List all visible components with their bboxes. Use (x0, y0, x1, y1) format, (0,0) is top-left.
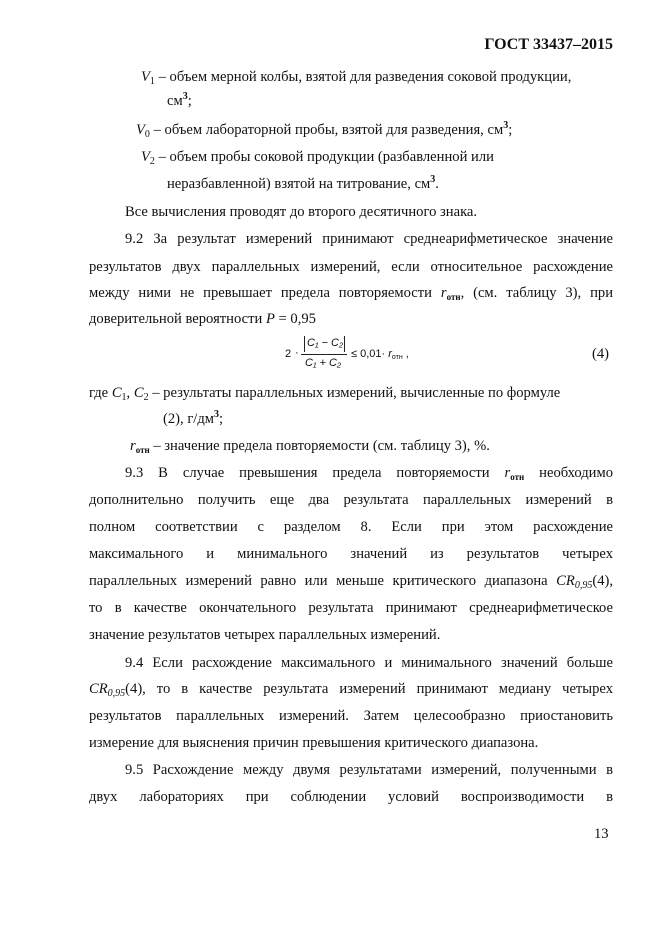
numerator: C₁ − C₂ (307, 337, 344, 349)
text: где (89, 385, 112, 401)
punct: ; (219, 411, 224, 427)
text: (2), г/дм (163, 411, 215, 427)
def-v2-cont (167, 175, 439, 193)
sub: отн (510, 472, 525, 482)
text: – результаты параллельных измерений, вычисленные по формуле (148, 385, 561, 401)
fraction-bar (301, 354, 347, 355)
sub: 2 (143, 392, 149, 403)
text: между ними не превышает предела повторяемости (89, 285, 441, 301)
text: – значение предела повторяемости (см. таблицу 3), %. (149, 438, 490, 454)
page-number: 13 (594, 826, 609, 842)
var-c2: C (133, 385, 144, 401)
dot: · (295, 347, 299, 359)
sub: 0,95 (107, 688, 126, 699)
p93-line2: дополнительно получить еще два результата параллельных измерений в (89, 492, 613, 508)
punct: . (435, 176, 439, 192)
p93-line3: полном соответствии с разделом 8. Если при этом расхождение (89, 519, 613, 535)
var-v0: V (136, 122, 145, 138)
text: необходимо (524, 465, 613, 481)
p93-line1 (125, 464, 613, 482)
var-c1: C (111, 385, 122, 401)
var-r: r (504, 465, 511, 481)
denominator: C₁ + C₂ (305, 357, 342, 369)
sub: отн (135, 445, 150, 455)
punct: ; (508, 122, 513, 138)
p92-line1: 9.2 За результат измерений принимают среднеарифметическое значение (125, 231, 613, 247)
def-text: неразбавленной) взятой на титрование, см (167, 176, 431, 192)
sub: 2 (149, 156, 155, 167)
p92-line3 (89, 284, 613, 302)
text: (4), (592, 573, 613, 589)
sup: 3 (430, 174, 436, 185)
sup: 3 (503, 120, 509, 131)
def-text: – объем лабораторной пробы, взятой для разведения, см (149, 122, 504, 138)
var-r: r (130, 438, 136, 454)
var-p: P (265, 311, 275, 327)
p94-line1: 9.4 Если расхождение максимального и минимального значений больше (125, 655, 613, 671)
p92-line2: результатов двух параллельных измерений, если относительное расхождение (89, 259, 613, 275)
p93-line5 (89, 572, 613, 590)
var-r: r (388, 348, 392, 360)
p95-line2: двух лабораториях при соблюдении условий воспроизводимости в (89, 789, 613, 805)
text: (4), то в качестве результата измерений принимают медиану четырех (125, 681, 613, 697)
p93-line4: максимального и минимального значений из результатов четырех (89, 546, 613, 562)
text: , (см. таблицу 3), при (460, 285, 613, 301)
where-line3 (130, 437, 490, 455)
sub: 1 (121, 392, 127, 403)
sub: отн (391, 354, 403, 361)
formula-rhs (351, 348, 409, 360)
where-line2 (163, 410, 223, 428)
p94-line2 (89, 680, 613, 698)
text: доверительной вероятности (89, 311, 266, 327)
text: = 0,95 (274, 311, 316, 327)
text: 9.3 В случае превышения предела повторяемости (125, 465, 505, 481)
punct: , (126, 385, 134, 401)
def-v1-unit (167, 92, 192, 110)
sup: 3 (214, 409, 220, 420)
abs-bar-right (344, 336, 345, 352)
where-line1 (89, 384, 560, 402)
unit: см (167, 93, 183, 109)
def-v1 (141, 68, 571, 86)
p94-line4: измерение для выяснения причин превышения критического диапазона. (89, 735, 539, 751)
var-v2: V (141, 149, 150, 165)
p93-line6: то в качестве окончательного результата принимают среднеарифметическое (89, 600, 613, 616)
formula-4 (285, 336, 415, 374)
p93-line7: значение результатов четырех параллельных измерений. (89, 627, 441, 643)
sub: 0 (144, 129, 150, 140)
sup: 3 (182, 91, 188, 102)
def-text: – объем пробы соковой продукции (разбавленной или (154, 149, 494, 165)
var-cr: CR (556, 573, 575, 589)
document-header: ГОСТ 33437–2015 (484, 36, 613, 53)
def-v0 (136, 121, 512, 139)
punct: ; (187, 93, 192, 109)
sub: отн (446, 292, 461, 302)
var-r: r (440, 285, 447, 301)
def-v2 (141, 148, 494, 166)
text: параллельных измерений равно или меньше критического диапазона (89, 573, 557, 589)
var-cr: CR (89, 681, 108, 697)
abs-bar-left (304, 336, 305, 352)
equation-number: (4) (592, 346, 610, 362)
rounding-note: Все вычисления проводят до второго десятичного знака. (125, 204, 478, 220)
sub: 1 (149, 76, 155, 87)
p94-line3: результатов параллельных измерений. Затем целесообразно приостановить (89, 708, 613, 724)
p95-line1: 9.5 Расхождение между двумя результатами измерений, полученными в (125, 762, 613, 778)
text: ≤ 0,01· (351, 348, 389, 360)
sub: 0,95 (574, 580, 593, 591)
var-v1: V (141, 69, 150, 85)
punct: , (402, 348, 409, 360)
p92-line4 (89, 310, 316, 328)
coef: 2 (285, 348, 292, 360)
def-text: – объем мерной колбы, взятой для разведения соковой продукции, (154, 69, 572, 85)
